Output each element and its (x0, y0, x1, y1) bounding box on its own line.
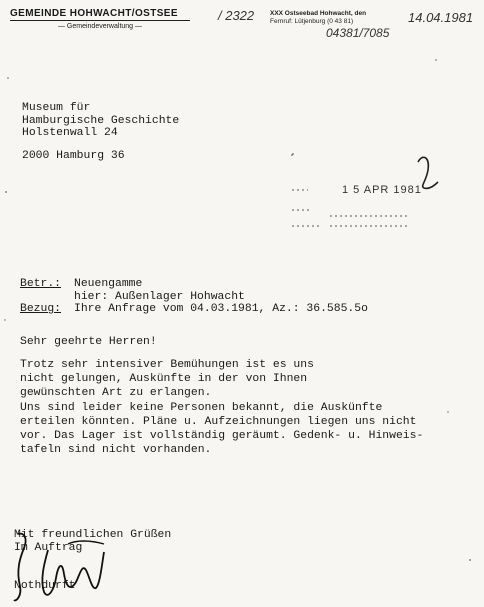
letter-date: 14.04.1981 (408, 10, 474, 25)
betr-label: Betr.: (20, 278, 62, 290)
body-line: Trotz sehr intensiver Bemühungen ist es uns (20, 359, 314, 371)
department-name: — Gemeindeverwaltung — (57, 23, 143, 30)
bezug-value: Ihre Anfrage vom 04.03.1981, Az.: 36.585.5o (74, 303, 368, 316)
body-line: vor. Das Lager ist vollständig geräumt. Gedenk- u. Hinweis- (20, 429, 424, 442)
body-line: nicht gelungen, Auskünfte in der von Ihnen (20, 373, 308, 386)
bezug-label: Bezug: (20, 303, 62, 316)
reference-number: / 2322 (218, 8, 255, 23)
closing-greeting: Mit freundlichen Grüßen (14, 529, 172, 541)
body-line: tafeln sind nicht vorhanden. (20, 444, 212, 457)
betr-value: Neuengamme (74, 278, 143, 290)
recipient-line-2: Hamburgische Geschichte (22, 114, 180, 127)
recipient-line-3: Holstenwall 24 (22, 127, 118, 140)
closing-on-behalf: Im Auftrag (14, 541, 83, 554)
municipality-name: GEMEINDE HOHWACHT/OSTSEE (10, 8, 190, 21)
recipient-line-1: Museum für (22, 102, 91, 114)
sender-phone-line: Fernruf: Lütjenburg (0 43 81) (270, 18, 354, 25)
body-line: erteilen könnten. Pläne u. Aufzeichnungen liegen uns nicht (20, 415, 417, 428)
body-line: Uns sind leider keine Personen bekannt, die Auskünfte (20, 401, 383, 414)
body-line: gewünschten Art zu erlangen. (20, 387, 212, 400)
subject-detail: hier: Außenlager Hohwacht (74, 290, 245, 303)
phone-number: 04381/7085 (326, 26, 390, 40)
signatory-name: Nothdurft (14, 580, 76, 593)
salutation: Sehr geehrte Herren! (20, 336, 157, 348)
sender-place-line: XXX Ostseebad Hohwacht, den (270, 10, 367, 17)
stamp-date: 1 5 APR 1981 (342, 184, 422, 196)
recipient-city: 2000 Hamburg 36 (22, 150, 125, 162)
